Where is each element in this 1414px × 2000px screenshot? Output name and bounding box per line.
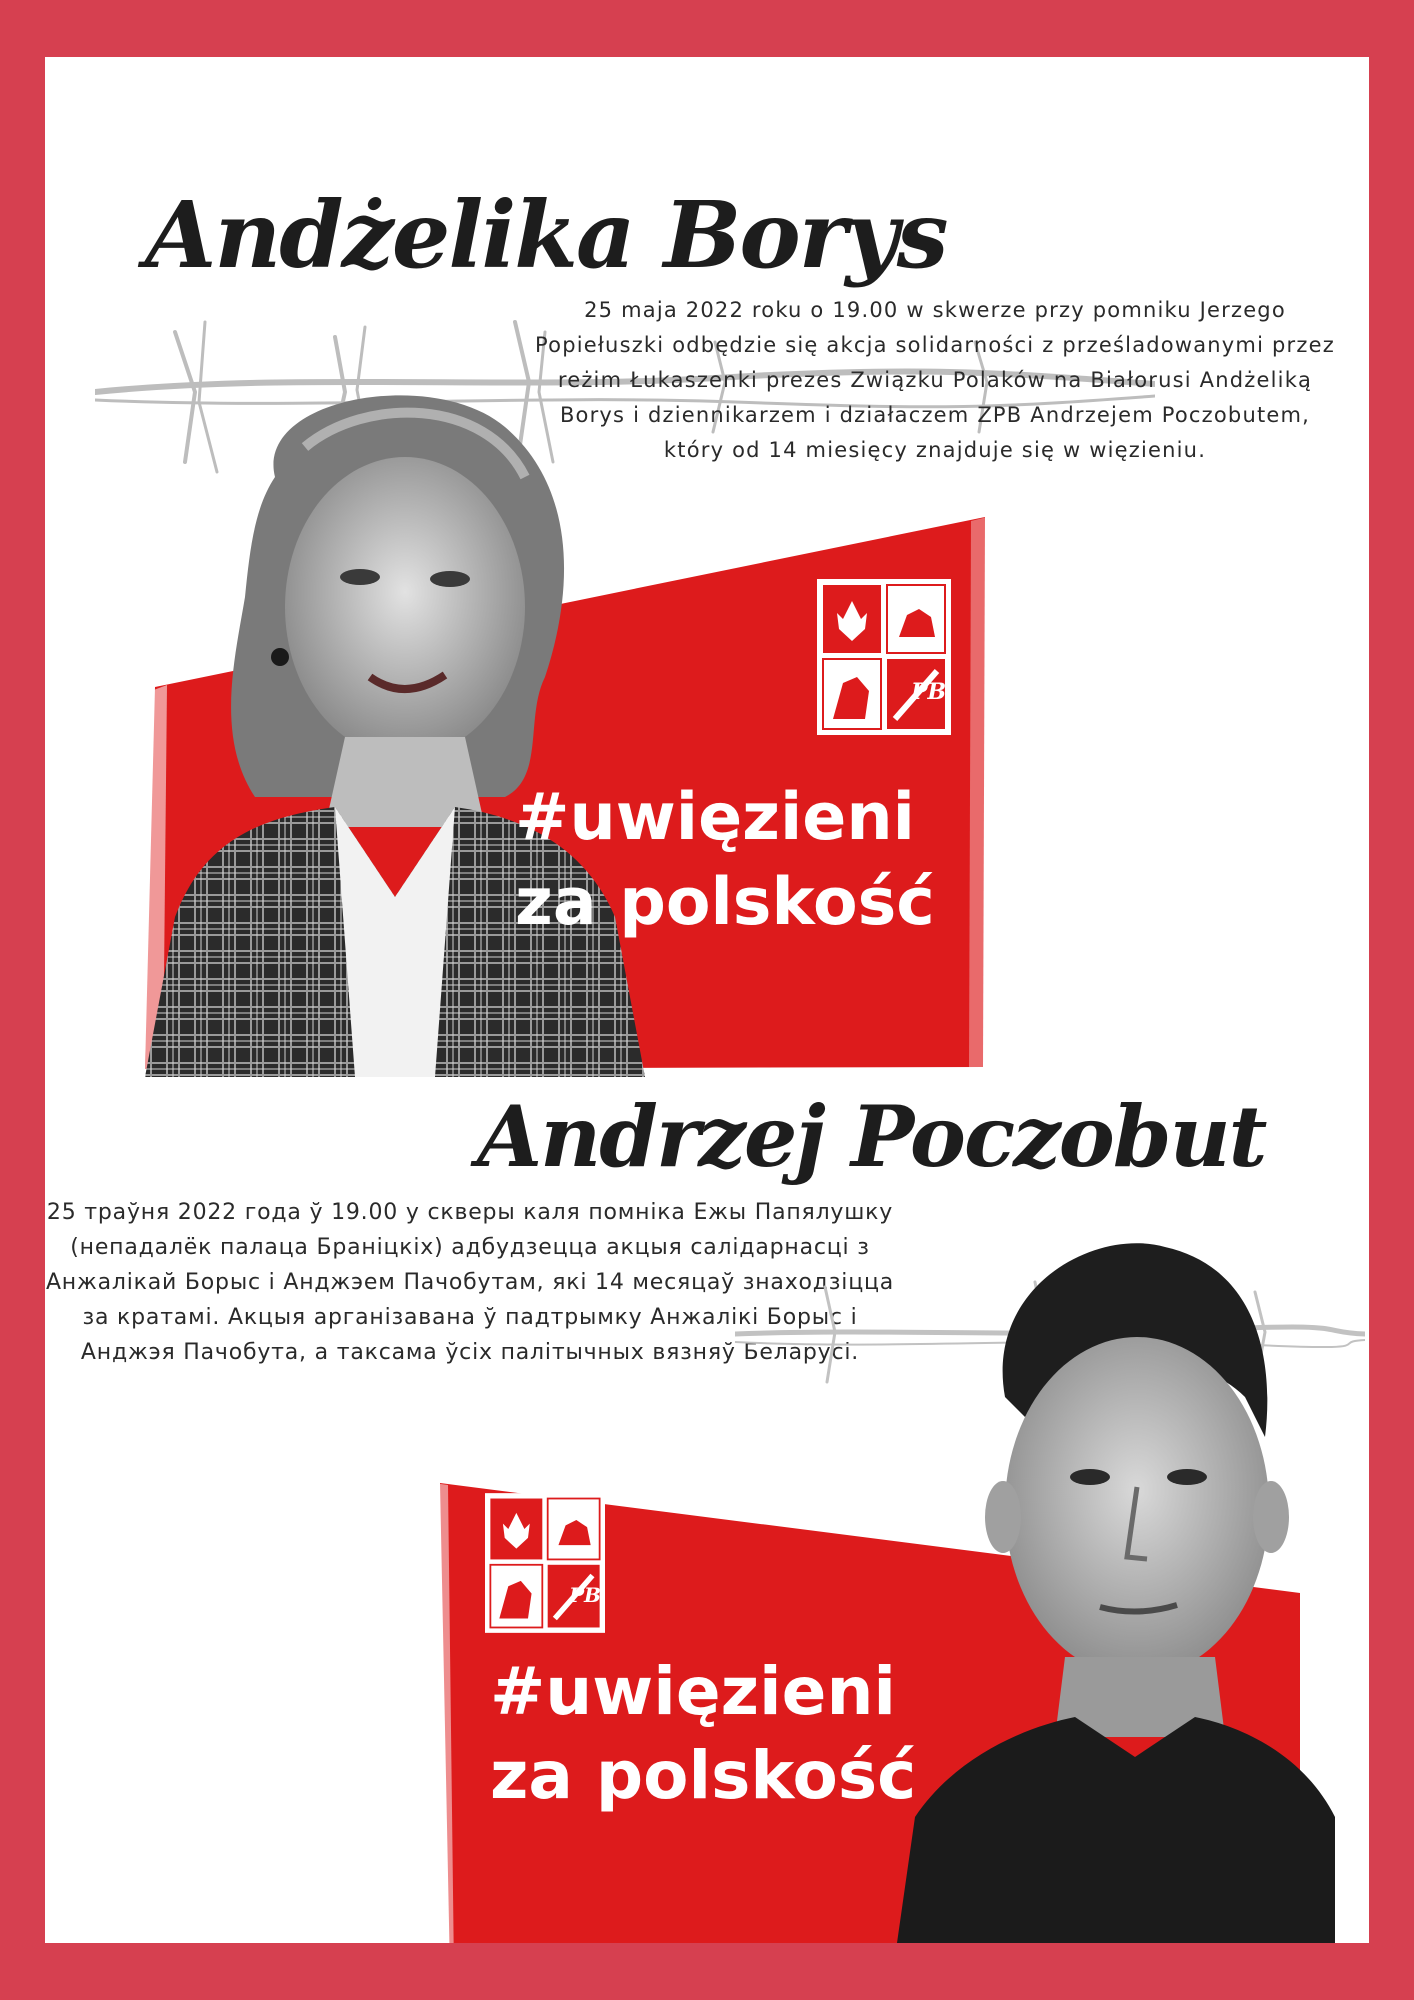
hashtag-line-1: #uwięzieni [515, 780, 915, 855]
hashtag-line-2: za polskość [515, 865, 935, 940]
portrait-andrzej-poczobut [895, 1197, 1335, 1943]
hashtag-line-1: #uwięzieni [490, 1653, 897, 1730]
event-text-polish: 25 maja 2022 roku o 19.00 w skwerze przy pomniku Jerzego Popiełuszki odbędzie się akcja solidarności z prześladowanymi przez reżim Łukaszenki prezes Związku Polaków na Białorusi Andżeliką Borys i dziennikarzem i działaczem ZPB Andrzejem Poczobutem, który od 14 miesięcy znajduje się w więzieniu. [535, 298, 1335, 462]
poster-page [45, 57, 1369, 1943]
headline-andrzej-poczobut: Andrzej Poczobut [477, 1087, 1266, 1186]
zpb-logo-letters: PB [569, 1583, 601, 1607]
hashtag-uwiezieni-2 [490, 1653, 917, 1814]
zpb-logo-icon [817, 579, 951, 735]
hashtag-uwiezieni-1 [515, 780, 935, 940]
hashtag-line-2: za polskość [490, 1737, 917, 1814]
event-text-belarusian: 25 траўня 2022 года ў 19.00 у скверы каля помніка Ежы Папялушку (непадалёк палаца Браніцкіх) адбудзецца акцыя салідарнасці з Анжалікай Борыс і Анджэем Пачобутам, які 14 месяцаў знаходзіцца за кратамі. Акцыя арганізавана ў падтрымку Анжалікі Борыс і Анджэя Пачобута, а таксама ўсіх палітычных вязняў Беларусі. [45, 1200, 895, 1365]
zpb-logo-icon [485, 1492, 605, 1634]
headline-andzelika-borys: Andżelika Borys [145, 181, 947, 289]
zpb-logo-letters: PB [911, 679, 947, 705]
